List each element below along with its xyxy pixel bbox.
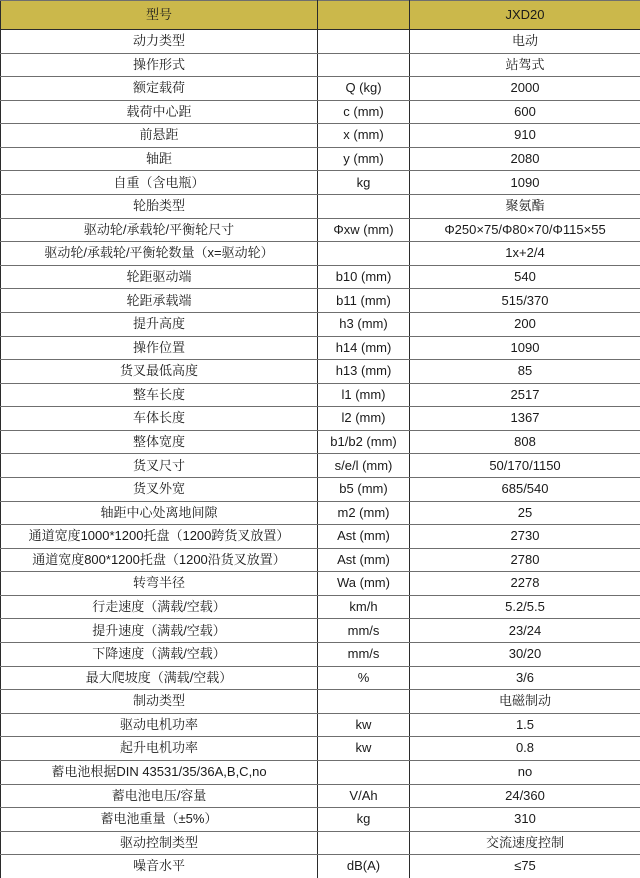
symbol-header-cell <box>318 1 410 30</box>
spec-symbol-cell: h14 (mm) <box>318 336 410 360</box>
spec-value-cell: 电磁制动 <box>410 690 640 714</box>
spec-symbol-cell: Q (kg) <box>318 77 410 101</box>
table-row <box>1 477 640 501</box>
spec-symbol-cell: kw <box>318 737 410 761</box>
table-row <box>1 407 640 431</box>
table-row <box>1 336 640 360</box>
table-row <box>1 595 640 619</box>
spec-symbol-cell: h13 (mm) <box>318 360 410 384</box>
spec-value-cell: 515/370 <box>410 289 640 313</box>
spec-symbol-cell: b11 (mm) <box>318 289 410 313</box>
spec-symbol-cell: kg <box>318 171 410 195</box>
spec-label-cell: 额定载荷 <box>1 77 318 101</box>
model-header-label: 型号 <box>1 1 318 30</box>
spec-symbol-cell: c (mm) <box>318 100 410 124</box>
spec-label-cell: 整体宽度 <box>1 430 318 454</box>
spec-label-cell: 最大爬坡度（满载/空载） <box>1 666 318 690</box>
spec-label-cell: 起升电机功率 <box>1 737 318 761</box>
spec-label-cell: 蓄电池根据DIN 43531/35/36A,B,C,no <box>1 760 318 784</box>
spec-symbol-cell: l1 (mm) <box>318 383 410 407</box>
table-row <box>1 501 640 525</box>
spec-value-cell: Φ250×75/Φ80×70/Φ115×55 <box>410 218 640 242</box>
table-row <box>1 784 640 808</box>
spec-symbol-cell: V/Ah <box>318 784 410 808</box>
spec-label-cell: 整车长度 <box>1 383 318 407</box>
table-row <box>1 666 640 690</box>
spec-symbol-cell: % <box>318 666 410 690</box>
spec-label-cell: 动力类型 <box>1 30 318 54</box>
spec-value-cell: 5.2/5.5 <box>410 595 640 619</box>
spec-value-cell: 1090 <box>410 171 640 195</box>
spec-value-cell: 30/20 <box>410 643 640 667</box>
spec-symbol-cell: b5 (mm) <box>318 477 410 501</box>
table-row <box>1 124 640 148</box>
table-row <box>1 265 640 289</box>
spec-symbol-cell: Ast (mm) <box>318 525 410 549</box>
spec-value-cell: 站驾式 <box>410 53 640 77</box>
table-row <box>1 454 640 478</box>
spec-label-cell: 提升高度 <box>1 312 318 336</box>
table-row <box>1 430 640 454</box>
spec-label-cell: 驱动轮/承载轮/平衡轮数量（x=驱动轮） <box>1 242 318 266</box>
table-row <box>1 383 640 407</box>
spec-value-cell: 聚氨酯 <box>410 195 640 219</box>
spec-symbol-cell: Ast (mm) <box>318 548 410 572</box>
spec-value-cell: 0.8 <box>410 737 640 761</box>
table-row <box>1 100 640 124</box>
spec-label-cell: 噪音水平 <box>1 855 318 878</box>
spec-label-cell: 转弯半径 <box>1 572 318 596</box>
table-row <box>1 53 640 77</box>
table-header-row <box>1 1 640 30</box>
table-row <box>1 525 640 549</box>
table-row <box>1 312 640 336</box>
table-row <box>1 690 640 714</box>
spec-label-cell: 货叉外宽 <box>1 477 318 501</box>
spec-value-cell: 23/24 <box>410 619 640 643</box>
spec-value-cell: ≤75 <box>410 855 640 878</box>
spec-value-cell: 交流速度控制 <box>410 831 640 855</box>
table-row <box>1 760 640 784</box>
spec-symbol-cell: Φxw (mm) <box>318 218 410 242</box>
spec-label-cell: 自重（含电瓶） <box>1 171 318 195</box>
table-row <box>1 548 640 572</box>
spec-label-cell: 通道宽度800*1200托盘（1200沿货叉放置） <box>1 548 318 572</box>
spec-label-cell: 货叉尺寸 <box>1 454 318 478</box>
spec-label-cell: 驱动电机功率 <box>1 713 318 737</box>
table-row <box>1 242 640 266</box>
spec-value-cell: 808 <box>410 430 640 454</box>
table-row <box>1 572 640 596</box>
spec-value-cell: 24/360 <box>410 784 640 808</box>
table-row <box>1 713 640 737</box>
spec-value-cell: 685/540 <box>410 477 640 501</box>
spec-label-cell: 驱动控制类型 <box>1 831 318 855</box>
spec-label-cell: 轴距 <box>1 147 318 171</box>
spec-label-cell: 前悬距 <box>1 124 318 148</box>
spec-symbol-cell: b1/b2 (mm) <box>318 430 410 454</box>
table-row <box>1 855 640 878</box>
spec-value-cell: 85 <box>410 360 640 384</box>
spec-symbol-cell: s/e/l (mm) <box>318 454 410 478</box>
spec-symbol-cell: dB(A) <box>318 855 410 878</box>
spec-label-cell: 轴距中心处离地间隙 <box>1 501 318 525</box>
spec-label-cell: 蓄电池重量（±5%） <box>1 808 318 832</box>
spec-symbol-cell: m2 (mm) <box>318 501 410 525</box>
table-row <box>1 831 640 855</box>
spec-value-cell: 1x+2/4 <box>410 242 640 266</box>
spec-label-cell: 下降速度（满载/空载） <box>1 643 318 667</box>
spec-value-cell: 2517 <box>410 383 640 407</box>
spec-symbol-cell <box>318 690 410 714</box>
table-row <box>1 737 640 761</box>
spec-value-cell: 200 <box>410 312 640 336</box>
spec-symbol-cell <box>318 242 410 266</box>
table-row <box>1 808 640 832</box>
spec-symbol-cell <box>318 53 410 77</box>
spec-label-cell: 载荷中心距 <box>1 100 318 124</box>
spec-symbol-cell: km/h <box>318 595 410 619</box>
spec-symbol-cell: x (mm) <box>318 124 410 148</box>
spec-symbol-cell <box>318 831 410 855</box>
spec-label-cell: 通道宽度1000*1200托盘（1200跨货叉放置） <box>1 525 318 549</box>
spec-symbol-cell: b10 (mm) <box>318 265 410 289</box>
table-row <box>1 171 640 195</box>
spec-symbol-cell: y (mm) <box>318 147 410 171</box>
spec-symbol-cell <box>318 760 410 784</box>
spec-symbol-cell: mm/s <box>318 619 410 643</box>
spec-rows-body <box>1 30 640 878</box>
spec-value-cell: no <box>410 760 640 784</box>
spec-label-cell: 操作位置 <box>1 336 318 360</box>
spec-label-cell: 操作形式 <box>1 53 318 77</box>
spec-symbol-cell: Wa (mm) <box>318 572 410 596</box>
spec-value-cell: 600 <box>410 100 640 124</box>
spec-value-cell: 910 <box>410 124 640 148</box>
spec-value-cell: 50/170/1150 <box>410 454 640 478</box>
spec-value-cell: 2000 <box>410 77 640 101</box>
spec-label-cell: 驱动轮/承载轮/平衡轮尺寸 <box>1 218 318 242</box>
spec-value-cell: 2278 <box>410 572 640 596</box>
spec-label-cell: 轮胎类型 <box>1 195 318 219</box>
spec-value-cell: 310 <box>410 808 640 832</box>
spec-label-cell: 蓄电池电压/容量 <box>1 784 318 808</box>
spec-symbol-cell: mm/s <box>318 643 410 667</box>
spec-label-cell: 车体长度 <box>1 407 318 431</box>
spec-value-cell: 2080 <box>410 147 640 171</box>
spec-label-cell: 行走速度（满载/空载） <box>1 595 318 619</box>
table-row <box>1 30 640 54</box>
table-row <box>1 289 640 313</box>
spec-symbol-cell: kw <box>318 713 410 737</box>
spec-value-cell: 1.5 <box>410 713 640 737</box>
spec-label-cell: 轮距承载端 <box>1 289 318 313</box>
table-row <box>1 643 640 667</box>
spec-value-cell: 电动 <box>410 30 640 54</box>
spec-value-cell: 1367 <box>410 407 640 431</box>
spec-value-cell: 2780 <box>410 548 640 572</box>
spec-label-cell: 货叉最低高度 <box>1 360 318 384</box>
spec-value-cell: 3/6 <box>410 666 640 690</box>
spec-value-cell: 540 <box>410 265 640 289</box>
table-row <box>1 195 640 219</box>
table-row <box>1 147 640 171</box>
table-row <box>1 360 640 384</box>
spec-symbol-cell: kg <box>318 808 410 832</box>
table-row <box>1 77 640 101</box>
spec-value-cell: 25 <box>410 501 640 525</box>
spec-symbol-cell: h3 (mm) <box>318 312 410 336</box>
spec-label-cell: 制动类型 <box>1 690 318 714</box>
model-number-cell: JXD20 <box>410 1 640 30</box>
table-row <box>1 619 640 643</box>
spec-value-cell: 1090 <box>410 336 640 360</box>
spec-symbol-cell: l2 (mm) <box>318 407 410 431</box>
spec-value-cell: 2730 <box>410 525 640 549</box>
spec-label-cell: 轮距驱动端 <box>1 265 318 289</box>
spec-symbol-cell <box>318 30 410 54</box>
table-row <box>1 218 640 242</box>
spec-label-cell: 提升速度（满载/空载） <box>1 619 318 643</box>
spec-symbol-cell <box>318 195 410 219</box>
